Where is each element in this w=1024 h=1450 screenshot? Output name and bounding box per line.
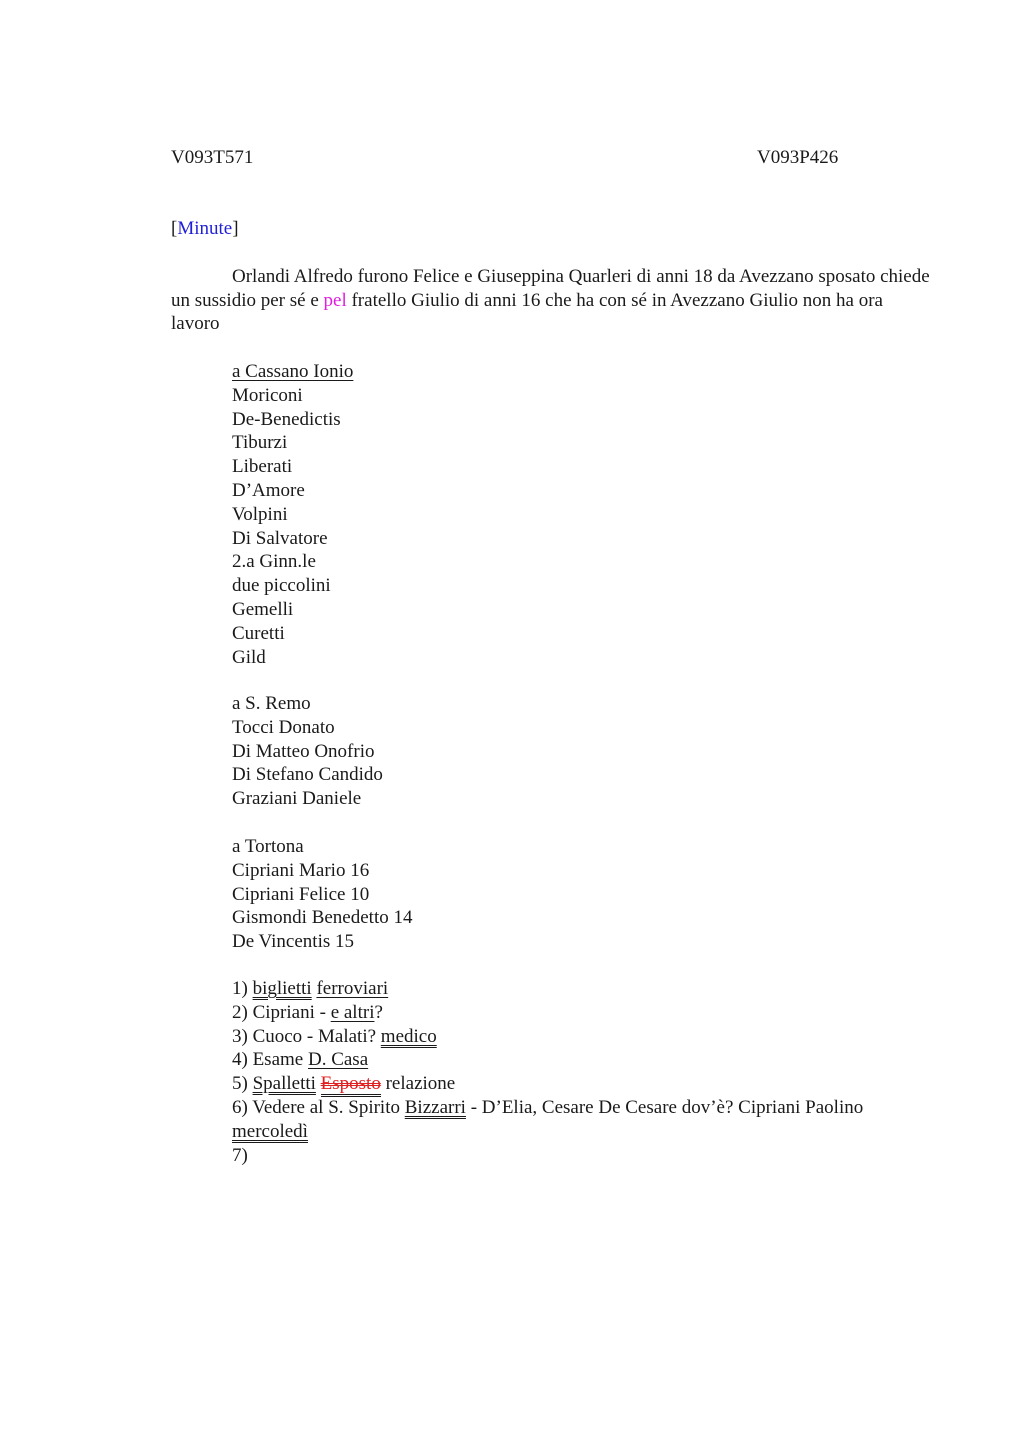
list-item: due piccolini (232, 575, 331, 597)
list-item: Gild (232, 646, 266, 668)
todo-item-1 (232, 977, 932, 1001)
list-item: Cipriani Mario 16 (232, 859, 370, 881)
tag-bracket-open: [ (171, 218, 178, 239)
todo-underlined: Spalletti (252, 1073, 316, 1095)
list-item: Curetti (232, 622, 285, 644)
todo-item-6-cont (232, 1120, 932, 1144)
todo-number: 4) Esame (232, 1049, 308, 1071)
document-ref-right: V093P426 (757, 147, 839, 168)
todo-number: 3) Cuoco - Malati? (232, 1025, 381, 1047)
struck-word: Esposto (320, 1073, 381, 1095)
document-ref-left: V093T571 (171, 147, 254, 168)
todo-text: - D’Elia, Cesare De Cesare dov’è? Cipriani Paolino (465, 1096, 864, 1118)
list-item: Gismondi Benedetto 14 (232, 907, 413, 929)
todo-underlined: mercoledì (232, 1120, 308, 1142)
tortona-list (232, 835, 412, 954)
list-item: Di Matteo Onofrio (232, 740, 375, 762)
tortona-heading: a Tortona (232, 836, 304, 857)
todo-number: 5) (232, 1073, 253, 1095)
cassano-heading: a Cassano Ionio (232, 361, 354, 382)
sanremo-heading: a S. Remo (232, 693, 311, 714)
cassano-list (232, 360, 353, 669)
list-item: Tiburzi (232, 432, 288, 454)
todo-underlined: D. Casa (307, 1049, 369, 1071)
todo-item-2 (232, 1001, 932, 1025)
todo-item-3 (232, 1025, 932, 1049)
todo-item-7: 7) (232, 1144, 248, 1166)
todo-number: 6) Vedere al S. Spirito (232, 1096, 405, 1118)
todo-list (232, 977, 932, 1167)
list-item: Moriconi (232, 384, 303, 406)
list-item: Di Stefano Candido (232, 764, 383, 786)
list-item: Liberati (232, 456, 293, 478)
list-item: Volpini (232, 503, 288, 525)
paragraph-text-2: fratello Giulio di anni 16 che ha con sé in Avezzano Giulio non ha ora lavoro (171, 289, 883, 335)
list-item: Cipriani Felice 10 (232, 883, 370, 905)
list-item: De-Benedictis (232, 408, 341, 430)
list-item: Tocci Donato (232, 716, 335, 738)
list-item: Gemelli (232, 598, 294, 620)
tag-word: Minute (177, 218, 233, 239)
request-paragraph (171, 265, 931, 336)
sanremo-list (232, 692, 383, 811)
todo-number: 2) Cipriani - (232, 1001, 331, 1023)
list-item: D’Amore (232, 479, 305, 501)
todo-item-6 (232, 1096, 932, 1120)
list-item: Graziani Daniele (232, 788, 362, 810)
minute-tag (171, 217, 239, 241)
list-item: De Vincentis 15 (232, 931, 354, 953)
todo-item-5 (232, 1072, 932, 1096)
todo-underlined: Bizzarri (404, 1096, 466, 1118)
tag-bracket-close: ] (232, 218, 239, 239)
todo-underlined: medico (380, 1025, 437, 1047)
list-item: Di Salvatore (232, 527, 328, 549)
paragraph-highlight: pel (323, 289, 347, 311)
todo-item-4 (232, 1048, 932, 1072)
todo-number: 1) (232, 978, 253, 999)
todo-text: ? (374, 1001, 383, 1023)
paragraph-text-1: Orlandi Alfredo furono Felice e Giuseppina Quarleri di anni 18 da Avezzano sposato chiede un sussidio per sé e (171, 266, 930, 311)
todo-underlined: ferroviari (316, 978, 389, 999)
list-item: 2.a Ginn.le (232, 551, 316, 573)
todo-underlined: e altri (330, 1001, 375, 1023)
todo-underlined: biglietti (252, 978, 312, 999)
todo-text: relazione (380, 1073, 456, 1095)
